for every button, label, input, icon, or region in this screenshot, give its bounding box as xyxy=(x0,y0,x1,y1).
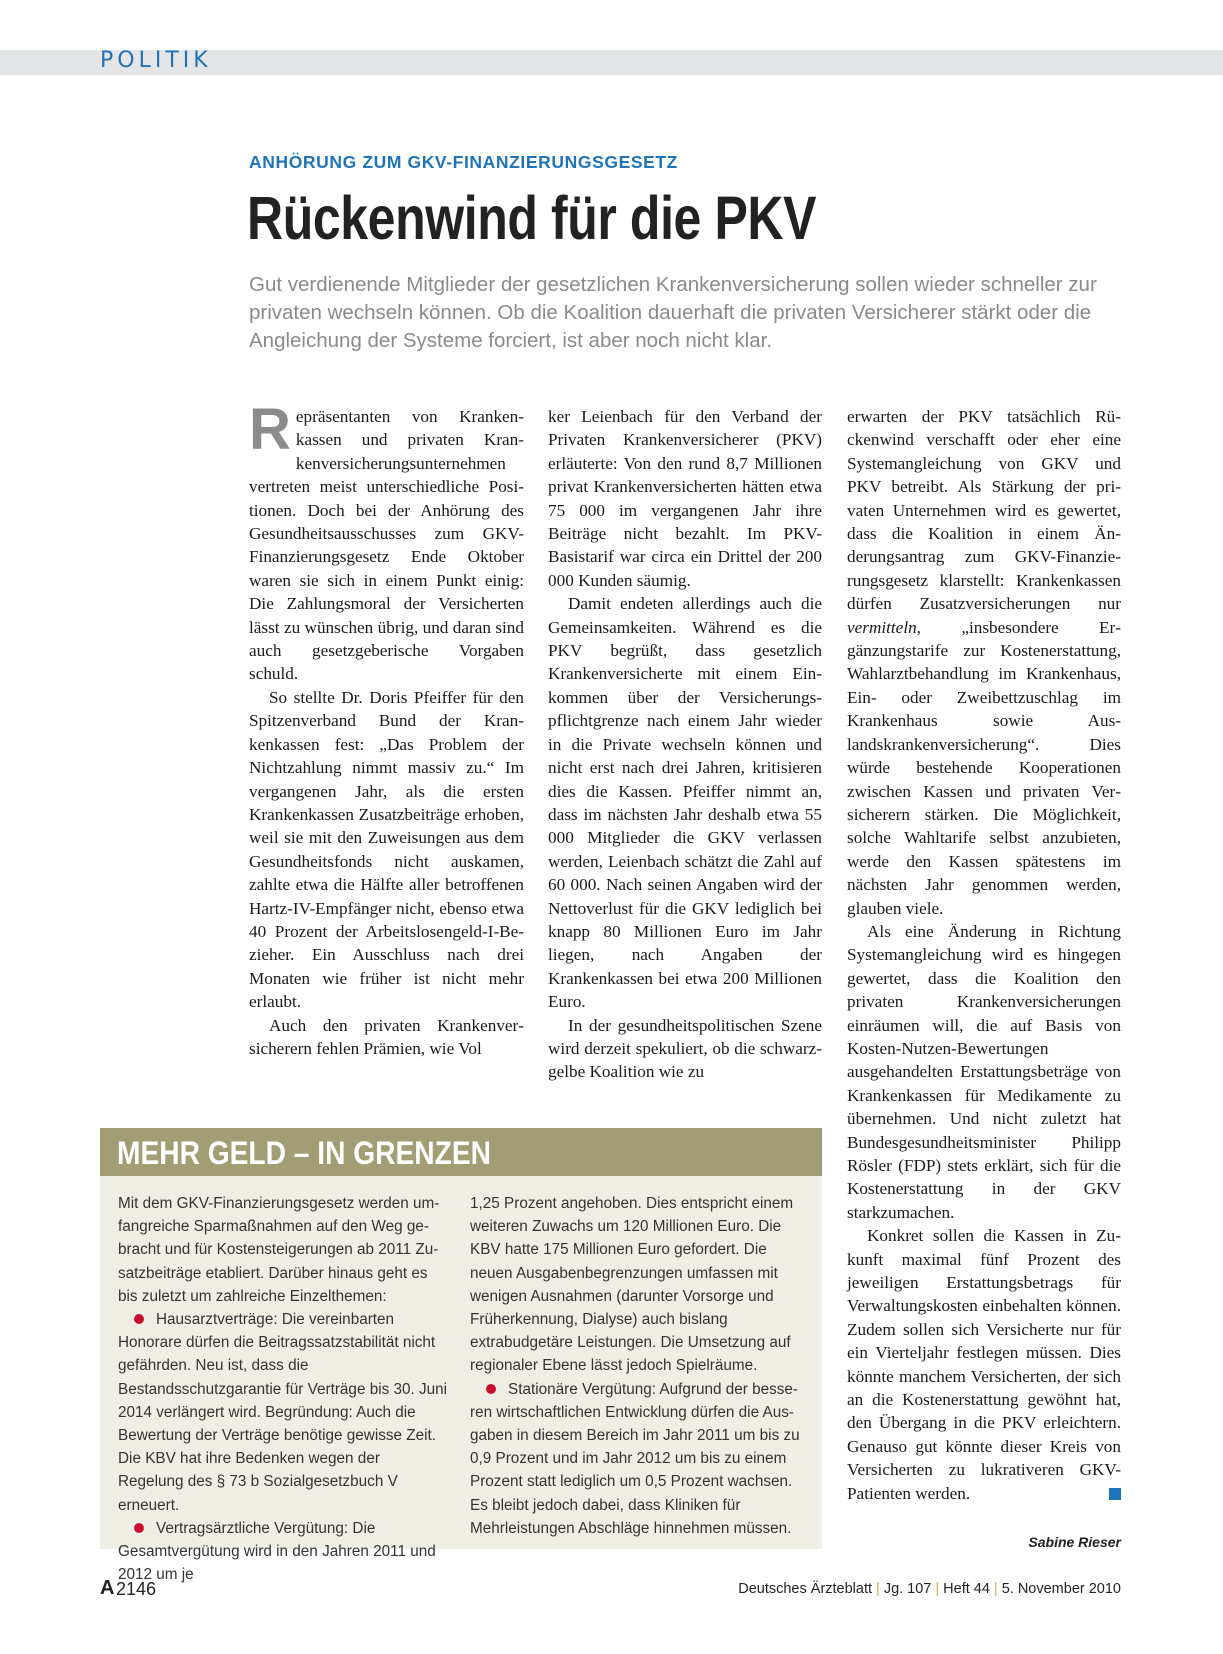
separator: | xyxy=(876,1581,880,1597)
paragraph-text: epräsentanten von Krankenkassen und privaten Krankenversicherungsunternehmen vertreten meist unterschiedliche Positionen. Doch bei der Anhörung des Gesundheitsausschusses zum GKV-Finanzierungsgesetz Ende Oktober waren sie sich in einem Punkt einig: Die Zahlungsmoral der Versicherten lässt zu wünschen übrig, und daran sind auch gesetzgeberische Vorgaben schuld. xyxy=(249,407,524,684)
bullet-text: Stationäre Vergütung: Aufgrund der besseren wirtschaftlichen Entwicklung dürfen die Ausgaben in diesem Bereich im Jahr 2011 um bis zu 0,9 Prozent und im Jahr 2012 um bis zu einem Prozent statt lediglich um 0,5 Prozent wachsen. Es bleibt jedoch dabei, dass Kliniken für Mehrleistungen Abschläge hinnehmen müssen. xyxy=(470,1380,800,1537)
author-byline: Sabine Rieser xyxy=(1028,1534,1121,1550)
bullet-icon xyxy=(134,1523,144,1533)
journal-volume: Jg. 107 xyxy=(883,1581,932,1597)
kicker: ANHÖRUNG ZUM GKV-FINANZIERUNGSGESETZ xyxy=(249,152,678,172)
separator: | xyxy=(993,1581,998,1597)
paragraph: Als eine Änderung in Richtung Systemangleichung wird es hingegen gewertet, dass die Koalition den privaten Krankenversicherungen einräumen will, die auf Basis von Kosten-Nutzen-Bewertungen ausgehandelten Erstattungsbeträge von Krankenkassen für Medikamente zu übernehmen. Und nicht zuletzt hat Bundesgesundheitsminister Philipp Rösler (FDP) stets erklärt, sich für die Kostenerstattung in der GKV starkzumachen. xyxy=(847,921,1121,1222)
paragraph xyxy=(847,405,1121,920)
emphasis: vermitteln, xyxy=(847,617,921,637)
page-number: 2146 xyxy=(116,1579,157,1599)
info-box-title: MEHR GELD – IN GRENZEN xyxy=(117,1135,491,1171)
paragraph: ker Leienbach für den Verband der Privaten Krankenversicherer (PKV) erläuterte: Von den rund 8,7 Millionen privat Krankenversicherten hätten etwa 75 000 im vergangenen Jahr ihre Beiträge nicht bezahlt. Im PKV-Basistarif war circa ein Drittel der 200 000 Kunden säumig. xyxy=(548,407,822,590)
article-column-1 xyxy=(249,397,524,1060)
bullet-item xyxy=(118,1517,448,1587)
paragraph-text: Konkret sollen die Kassen in Zukunft maximal fünf Prozent des jeweiligen Erstattungsbetrags für Verwaltungskosten einbehalten können. Zudem sollen sich Versicherte nur für ein Vierteljahr festlegen müssen. Dies könnte manchem Versicherten, der sich an die Kostenerstattung gewöhnt hat, den Übergang in die PKV erleichtern. Genauso gut könnte dieser Kreis von Versicherten zu lukrativeren GKV-Patienten werden. xyxy=(847,1226,1121,1503)
bullet-text: Vertragsärztliche Vergütung: Die Gesamtvergütung wird in den Jahren 2011 und 2012 um je xyxy=(118,1519,436,1584)
end-mark-icon xyxy=(1109,1488,1121,1500)
info-box xyxy=(100,1128,822,1584)
bullet-continuation: 1,25 Prozent angehoben. Dies entspricht einem weiteren Zuwachs um 120 Millionen Euro. Die KBV hatte 175 Millionen Euro gefordert. Die neuen Ausgabenbegrenzungen umfassen mit wenigen Ausnahmen (darunter Vorsorge und Früherkennung, Dialyse) auch bislang extrabudgetäre Leistungen. Die Umsetzung auf regionaler Ebene lässt jedoch Spielräume. xyxy=(470,1195,794,1375)
headline: Rückenwind für die PKV xyxy=(247,184,817,252)
paragraph-text: „insbesondere Ergänzungstarife zur Kostenerstattung, Wahlarztbehandlung im Krankenhaus, Ein- oder Zweibettzuschlag im Krankenhaus sowie Auslandskrankenversicherung“. Dies würde bestehende Kooperationen zwischen Kassen und privaten Versicherern stärken. Die Möglichkeit, solche Wahltarife selbst anzubieten, werde den Kassen spätestens im nächsten Jahr genommen werden, glauben viele. xyxy=(847,617,1121,918)
info-box-intro: Mit dem GKV-Finanzierungsgesetz werden umfangreiche Sparmaßnahmen auf den Weg gebracht und für Kostensteigerungen ab 2011 Zusatzbeiträge etabliert. Darüber hinaus geht es bis zuletzt um zahlreiche Einzelthemen: xyxy=(118,1195,440,1305)
article-column-3 xyxy=(847,405,1121,1505)
paragraph xyxy=(249,397,524,686)
separator: | xyxy=(935,1581,940,1597)
journal-info xyxy=(738,1581,1121,1597)
lead-text: Gut verdienende Mitglieder der gesetzlichen Krankenversicherung sollen wieder schneller zur privaten wechseln können. Ob die Koalition dauerhaft die privaten Versicherer stärkt oder die Angleichung der Systeme forciert, ist aber noch nicht klar. xyxy=(249,273,1097,352)
bullet-text: Hausarztverträge: Die vereinbarten Honorare dürfen die Beitragssatzstabilität nicht gefährden. Neu ist, dass die Bestandsschutzgarantie für Verträge bis 30. Juni 2014 verlängert wird. Begründung: Auch die Bewertung der Verträge benötige gewisse Zeit. Die KBV hat ihre Bedenken wegen der Regelung des § 73 b Sozialgesetzbuch V erneuert. xyxy=(118,1311,448,1514)
info-box-column-2 xyxy=(470,1192,800,1540)
bullet-icon xyxy=(134,1314,144,1324)
paragraph xyxy=(847,1224,1121,1505)
paragraph: Auch den privaten Krankenversicherern fehlen Prämien, wie Vol xyxy=(249,1015,524,1058)
drop-cap: R xyxy=(249,397,291,462)
bullet-item xyxy=(470,1378,800,1540)
journal-date: 5. November 2010 xyxy=(1001,1581,1121,1597)
paragraph: Damit endeten allerdings auch die Gemeinsamkeiten. Während es die PKV begrüßt, dass gesetzlich Krankenversicherte mit einem Einkommen über der Versicherungspflichtgrenze nach einem Jahr wieder in die Private wechseln können und nicht erst nach drei Jahren, kritisieren dies die Kassen. Pfeiffer nimmt an, dass im nächsten Jahr deshalb etwa 55 000 Mitglieder die GKV verlassen werden, Leienbach schätzt die Zahl auf 60 000. Nach seinen Angaben wird der Nettoverlust für die GKV lediglich bei knapp 80 Millionen Euro im Jahr liegen, nach Angaben der Krankenkassen bei etwa 200 Millionen Euro. xyxy=(548,594,822,1012)
paragraph-text: erwarten der PKV tatsächlich Rückenwind verschafft oder eher eine Systemangleichung von GKV und PKV betreibt. Als Stärkung der privaten Unternehmen wird es gewertet, dass die Koalition in einem Änderungsantrag zum GKV-Finanzierungsgesetz klarstellt: Krankenkassen dürfen Zusatzversicherungen nur xyxy=(847,407,1121,614)
page-letter: A xyxy=(100,1577,115,1599)
info-box-header xyxy=(100,1128,822,1176)
info-box-column-1 xyxy=(118,1192,448,1586)
journal-issue: Heft 44 xyxy=(943,1581,990,1597)
paragraph: So stellte Dr. Doris Pfeiffer für den Spitzenverband Bund der Krankenkassen fest: „Das Problem der Nichtzahlung nimmt massiv zu.“ Im vergangenen Jahr, als die ersten Krankenkassen Zusatzbeiträge erhoben, weil sie mit den Zuweisungen aus dem Gesundheitsfonds nicht auskamen, zahlte etwa die Hälfte aller betroffenen Hartz-IV-Empfänger nicht, ebenso etwa 40 Prozent der Arbeitslosengeld-I-Bezieher. Ein Ausschluss nach drei Monaten wie früher ist nicht mehr erlaubt. xyxy=(249,687,524,1012)
bullet-icon xyxy=(486,1384,496,1394)
article-column-2 xyxy=(548,405,822,1084)
paragraph: In der gesundheitspolitischen Szene wird derzeit spekuliert, ob die schwarz-gelbe Koalition wie zu xyxy=(548,1015,822,1082)
section-label: POLITIK xyxy=(100,48,212,73)
journal-name: Deutsches Ärzteblatt xyxy=(738,1581,873,1597)
bullet-item xyxy=(118,1308,448,1517)
